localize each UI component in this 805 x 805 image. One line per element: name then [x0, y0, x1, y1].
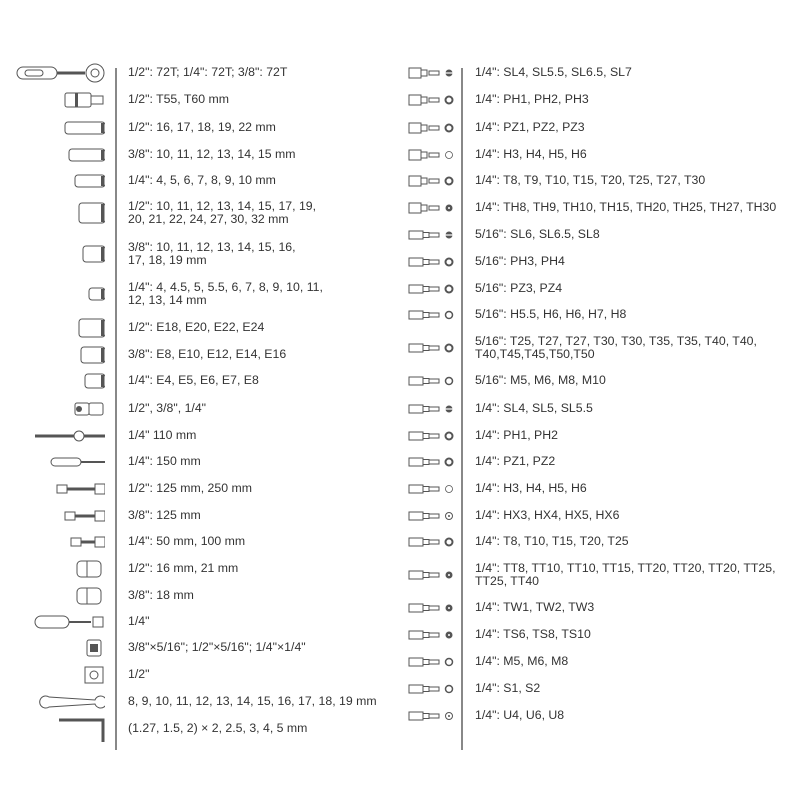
item-spec-line: 1/2": 72T; 1/4": 72T; 3/8": 72T — [128, 65, 288, 79]
e-socket-icon — [15, 317, 105, 339]
item-spec-line: 3/8": 125 mm — [128, 508, 201, 522]
item-spec — [475, 201, 776, 215]
hex-key-icon — [15, 716, 105, 742]
item-spec-line: 1/4": U4, U6, U8 — [475, 708, 565, 722]
item-spec — [128, 562, 238, 576]
item-spec — [475, 121, 585, 135]
slotted-bit-icon — [408, 402, 456, 416]
hex-bit-icon — [408, 482, 456, 496]
item-spec-line: 3/8"×5/16"; 1/2"×5/16"; 1/4"×1/4" — [128, 640, 306, 654]
ratchet-icon — [15, 62, 105, 84]
item-spec — [475, 148, 587, 162]
item-spec — [128, 321, 264, 335]
item-spec-line: 3/8": 18 mm — [128, 588, 194, 602]
item-spec — [128, 402, 206, 416]
deep-socket-icon — [15, 117, 105, 139]
item-spec-line: 1/4": 50 mm, 100 mm — [128, 534, 246, 548]
item-spec-line: 1/4": PZ1, PZ2 — [475, 454, 556, 468]
extension-bar-icon — [15, 505, 105, 527]
item-spec-line: 1/2": 16, 17, 18, 19, 22 mm — [128, 120, 276, 134]
item-spec — [128, 93, 229, 107]
item-spec-line: 5/16": SL6, SL6.5, SL8 — [475, 227, 600, 241]
item-spec-line: 1/4": E4, E5, E6, E7, E8 — [128, 373, 259, 387]
item-spec-line: (1.27, 1.5, 2) × 2, 2.5, 3, 4, 5 mm — [128, 721, 308, 735]
item-spec — [475, 335, 757, 362]
item-spec-line: 1/4": PH1, PH2, PH3 — [475, 92, 589, 106]
pozidriv-bit-icon — [408, 121, 456, 135]
item-spec-line: 1/4": TT8, TT10, TT10, TT15, TT20, TT20, TT20, TT25, — [475, 560, 776, 575]
item-spec-line: 5/16": PZ3, PZ4 — [475, 281, 563, 295]
item-spec — [128, 66, 287, 80]
item-spec-line: 17, 18, 19 mm — [128, 253, 207, 267]
hex-bit-icon — [408, 308, 456, 322]
torx-bit-icon — [408, 174, 456, 188]
bit-holder-adapter-icon — [15, 664, 105, 686]
item-spec — [128, 668, 149, 682]
deep-socket-icon — [15, 144, 105, 166]
item-spec-line: 5/16": PH3, PH4 — [475, 254, 565, 268]
extension-bar-icon — [15, 478, 105, 500]
item-spec-line: 1/4": H3, H4, H5, H6 — [475, 147, 587, 161]
bit-screwdriver-icon — [15, 611, 105, 633]
pozidriv-bit-icon — [408, 455, 456, 469]
torq-set-bit-icon — [408, 628, 456, 642]
item-spec — [128, 121, 276, 135]
torx-bit-icon — [408, 341, 456, 355]
item-spec — [128, 348, 286, 362]
item-spec-line: 8, 9, 10, 11, 12, 13, 14, 15, 16, 17, 18, 19 mm — [128, 694, 377, 708]
phillips-bit-icon — [408, 255, 456, 269]
tamper-torx-bit-icon — [408, 201, 456, 215]
item-spec — [128, 535, 245, 549]
item-spec-line: 1/4": 4, 5, 6, 7, 8, 9, 10 mm — [128, 173, 276, 187]
item-spec — [128, 509, 201, 523]
pozidriv-bit-icon — [408, 282, 456, 296]
item-spec — [128, 148, 296, 162]
item-spec-line: 1/4": TW1, TW2, TW3 — [475, 600, 595, 614]
torx-bit-icon — [408, 535, 456, 549]
item-spec — [475, 628, 591, 642]
tamper-torx-bit-icon — [408, 568, 456, 582]
spline-bit-icon — [408, 374, 456, 388]
item-spec — [475, 308, 626, 322]
item-spec — [475, 429, 558, 443]
torx-bit-socket-icon — [15, 89, 105, 111]
extension-bar-icon — [15, 531, 105, 553]
item-spec-line: 1/4": TH8, TH9, TH10, TH15, TH20, TH25, TH27, TH30 — [475, 200, 777, 214]
item-spec — [128, 241, 296, 268]
slotted-bit-icon — [408, 228, 456, 242]
item-spec-line: 1/4": H3, H4, H5, H6 — [475, 481, 587, 495]
item-spec — [128, 429, 196, 443]
item-spec-line: 3/8": 10, 11, 12, 13, 14, 15, 16, — [128, 239, 296, 254]
item-spec — [475, 482, 587, 496]
item-spec-line: 1/4": HX3, HX4, HX5, HX6 — [475, 508, 620, 522]
left-column-divider — [115, 68, 117, 750]
item-spec-line: 1/2": 16 mm, 21 mm — [128, 561, 239, 575]
spinner-handle-icon — [15, 451, 105, 473]
item-spec — [128, 482, 252, 496]
item-spec-line: 1/4": TS6, TS8, TS10 — [475, 627, 591, 641]
item-spec — [128, 281, 323, 308]
item-spec-line: 1/4": T8, T9, T10, T15, T20, T25, T27, T30 — [475, 173, 706, 187]
item-spec — [475, 174, 705, 188]
item-spec — [475, 228, 600, 242]
spark-plug-socket-icon — [15, 558, 105, 580]
item-spec-line: 1/4": PZ1, PZ2, PZ3 — [475, 120, 585, 134]
item-spec-line: 1/2": E18, E20, E22, E24 — [128, 320, 265, 334]
item-spec — [475, 282, 562, 296]
item-spec — [128, 722, 307, 736]
phillips-bit-icon — [408, 429, 456, 443]
item-spec-line: 1/4" 110 mm — [128, 428, 197, 442]
item-spec-line: 1/4": S1, S2 — [475, 681, 541, 695]
item-spec — [475, 509, 619, 523]
item-spec — [128, 589, 194, 603]
item-spec-line: 5/16": H5.5, H6, H6, H7, H8 — [475, 307, 627, 321]
item-spec-line: 1/2": T55, T60 mm — [128, 92, 229, 106]
item-spec-line: 1/4": 150 mm — [128, 454, 201, 468]
item-spec — [475, 402, 593, 416]
item-spec-line: 1/4": M5, M6, M8 — [475, 654, 569, 668]
item-spec — [475, 709, 564, 723]
item-spec-line: T40,T45,T45,T50,T50 — [475, 347, 595, 361]
item-spec — [128, 200, 316, 227]
hex-bit-icon — [408, 148, 456, 162]
item-spec — [475, 601, 594, 615]
universal-joint-icon — [15, 398, 105, 420]
item-spec-line: 1/2" — [128, 667, 150, 681]
item-spec-line: 5/16": M5, M6, M8, M10 — [475, 373, 606, 387]
socket-icon — [15, 243, 105, 265]
socket-icon — [15, 202, 105, 224]
item-spec-line: 12, 13, 14 mm — [128, 293, 207, 307]
item-spec — [128, 695, 377, 709]
tamper-hex-bit-icon — [408, 509, 456, 523]
item-spec-line: 5/16": T25, T27, T27, T30, T30, T35, T35, T40, T40, — [475, 333, 757, 348]
item-spec — [475, 655, 568, 669]
item-spec-line: 20, 21, 22, 24, 27, 30, 32 mm — [128, 212, 289, 226]
item-spec — [475, 682, 540, 696]
item-spec-line: 3/8": 10, 11, 12, 13, 14, 15 mm — [128, 147, 296, 161]
item-spec — [128, 455, 201, 469]
item-spec — [475, 255, 565, 269]
slotted-bit-icon — [408, 66, 456, 80]
item-spec — [128, 615, 149, 629]
t-bar-icon — [15, 425, 105, 447]
item-spec-line: 1/4": SL4, SL5, SL5.5 — [475, 401, 593, 415]
item-spec-line: 1/4": SL4, SL5.5, SL6.5, SL7 — [475, 65, 632, 79]
adapter-icon — [15, 637, 105, 659]
item-spec — [128, 641, 306, 655]
item-spec — [475, 562, 776, 589]
socket-icon — [15, 283, 105, 305]
deep-socket-icon — [15, 170, 105, 192]
tri-groove-bit-icon — [408, 709, 456, 723]
tri-wing-bit-icon — [408, 601, 456, 615]
combination-wrench-icon — [15, 691, 105, 713]
item-spec-line: 1/4": PH1, PH2 — [475, 428, 558, 442]
item-spec-line: 3/8": E8, E10, E12, E14, E16 — [128, 347, 287, 361]
spline-bit-icon — [408, 655, 456, 669]
right-column-divider — [461, 68, 463, 750]
spark-plug-socket-icon — [15, 585, 105, 607]
item-spec — [128, 174, 276, 188]
e-socket-icon — [15, 344, 105, 366]
square-bit-icon — [408, 682, 456, 696]
item-spec — [475, 455, 555, 469]
item-spec — [475, 93, 589, 107]
phillips-bit-icon — [408, 93, 456, 107]
item-spec — [475, 374, 606, 388]
item-spec-line: 1/2": 125 mm, 250 mm — [128, 481, 252, 495]
item-spec — [475, 535, 629, 549]
item-spec-line: TT25, TT40 — [475, 574, 540, 588]
item-spec — [128, 374, 259, 388]
item-spec-line: 1/2", 3/8", 1/4" — [128, 401, 207, 415]
item-spec-line: 1/2": 10, 11, 12, 13, 14, 15, 17, 19, — [128, 198, 317, 213]
e-socket-icon — [15, 370, 105, 392]
item-spec-line: 1/4": T8, T10, T15, T20, T25 — [475, 534, 629, 548]
item-spec — [475, 66, 632, 80]
item-spec-line: 1/4": 4, 4.5, 5, 5.5, 6, 7, 8, 9, 10, 11, — [128, 279, 323, 294]
item-spec-line: 1/4" — [128, 614, 150, 628]
